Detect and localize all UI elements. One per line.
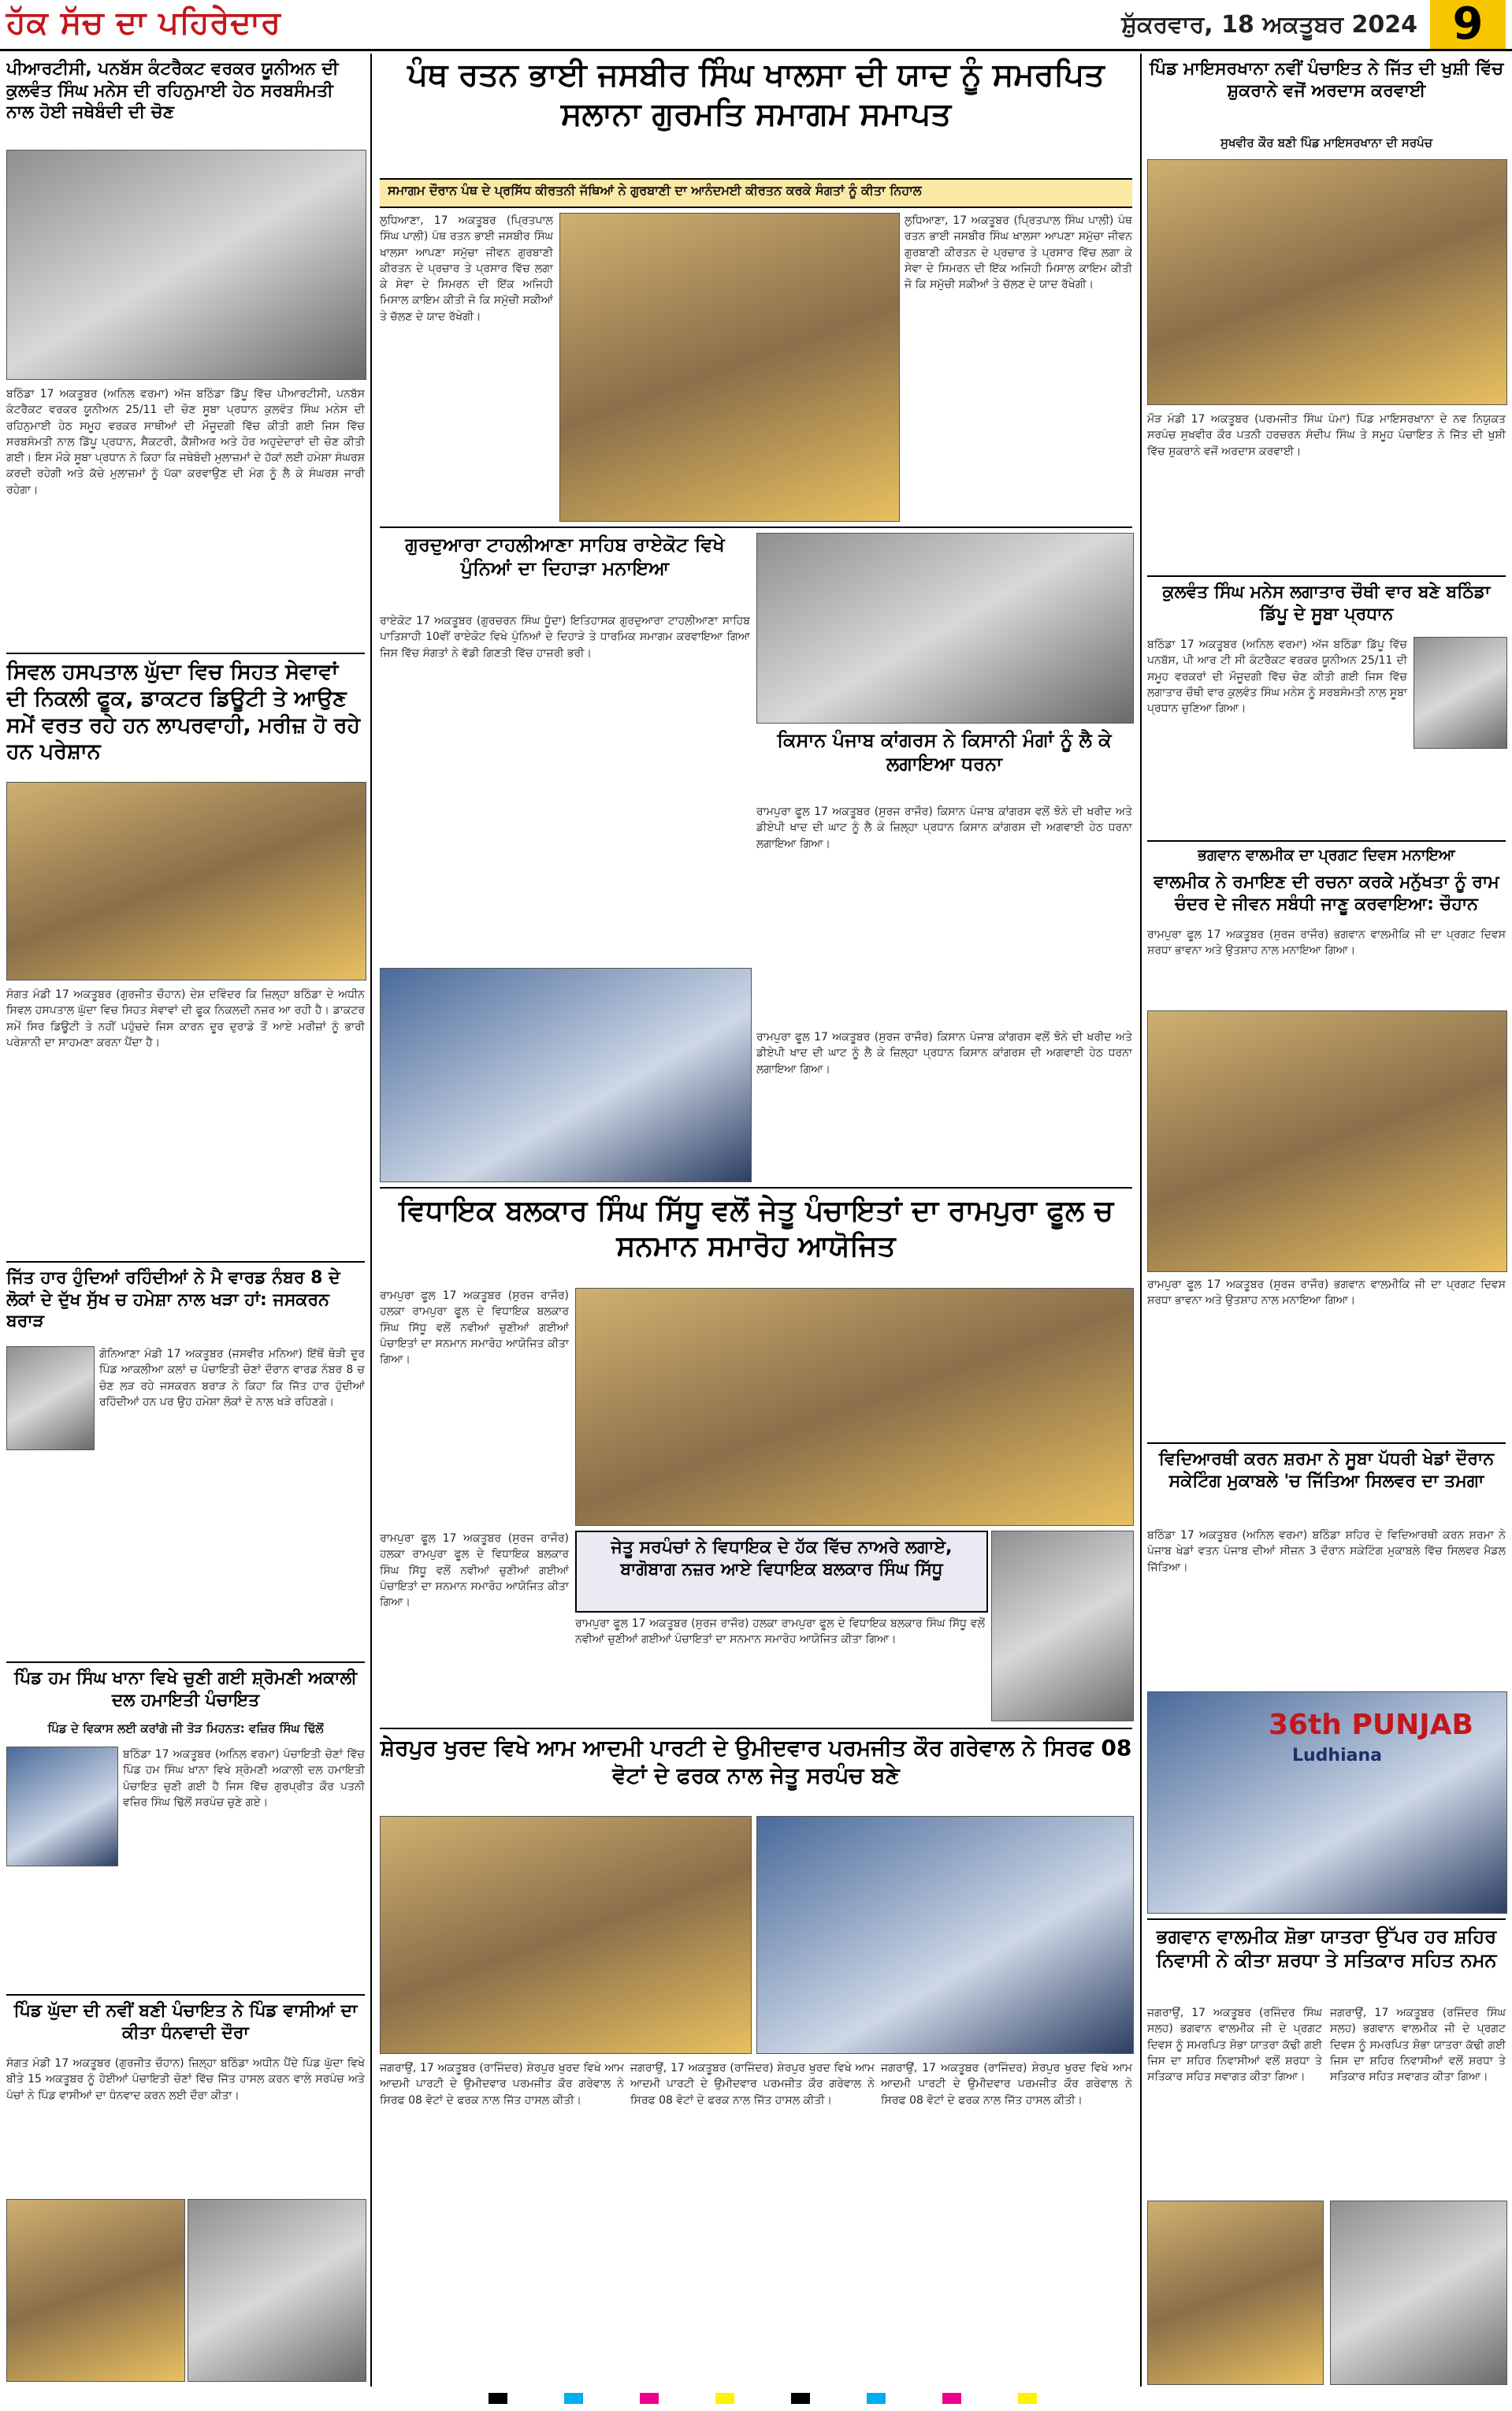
col1-story1-body: ਬਠਿੰਡਾ 17 ਅਕਤੂਬਰ (ਅਨਿਲ ਵਰਮਾ) ਅੱਜ ਬਠਿੰਡਾ ਡਿੱਪੂ ਵਿੱਚ ਪੀਆਰਟੀਸੀ, ਪਨਬੱਸ ਕੰਟਰੈਕਟ ਵਰਕਰ ਯੂਨੀਅਨ 25/11 ਦੀ ਚੋਣ ਸੂਬਾ ਪ੍ਰਧਾਨ ਕੁਲਵੰਤ ਸਿੰਘ ਮਨੇਸ ਦੀ ਰਹਿਨੁਮਾਈ ਹੇਠ ਸਮੂਹ ਵਰਕਰ ਸਾਥੀਆਂ ਦੀ ਮੌਜੂਦਗੀ ਵਿੱਚ ਕੀਤੀ ਗਈ ਜਿਸ ਵਿੱਚ ਸਰਬਸੰਮਤੀ ਨਾਲ ਡਿੱਪੂ ਪ੍ਰਧਾਨ, ਸੈਕਟਰੀ, ਕੈਸ਼ੀਅਰ ਅਤੇ ਹੋਰ ਅਹੁਦੇਦਾਰਾਂ ਦੀ ਚੋਣ ਕੀਤੀ ਗਈ। ਇਸ ਮੌਕੇ ਸੂਬਾ ਪ੍ਰਧਾਨ ਨੇ ਕਿਹਾ ਕਿ ਜਥੇਬੰਦੀ ਮੁਲਾਜ਼ਮਾਂ ਦੇ ਹੱਕਾਂ ਲਈ ਹਮੇਸ਼ਾ ਸੰਘਰਸ਼ ਕਰਦੀ ਰਹੇਗੀ ਅਤੇ ਕੱਚੇ ਮੁਲਾਜ਼ਮਾਂ ਨੂੰ ਪੱਕਾ ਕਰਵਾਉਣ ਦੀ ਮੰਗ ਨੂੰ ਲੈ ਕੇ ਸੰਘਰਸ਼ ਜਾਰੀ ਰਹੇਗਾ। (6, 388, 365, 497)
col3-story3-subhead: ਵਾਲਮੀਕ ਨੇ ਰਮਾਇਣ ਦੀ ਰਚਨਾ ਕਰਕੇ ਮਨੁੱਖਤਾ ਨੂੰ ਰਾਮ ਚੰਦਰ ਦੇ ਜੀਵਨ ਸਬੰਧੀ ਜਾਣੂ ਕਰਵਾਇਆ: ਚੌਹਾਨ (1154, 872, 1499, 914)
col2-story4-body-c: ਰਾਮਪੁਰਾ ਫੂਲ 17 ਅਕਤੂਬਰ (ਸੁਰਜ ਰਾਜੌਰ) ਹਲਕਾ ਰਾਮਪੁਰਾ ਫੂਲ ਦੇ ਵਿਧਾਇਕ ਬਲਕਾਰ ਸਿੰਘ ਸਿੱਧੂ ਵਲੋਂ ਨਵੀਆਂ ਚੁਣੀਆਂ ਗਈਆਂ ਪੰਚਾਇਤਾਂ ਦਾ ਸਨਮਾਨ ਸਮਾਰੋਹ ਆਯੋਜਿਤ ਕੀਤਾ ਗਿਆ। (575, 1617, 985, 1646)
kirtan-stage-photo (559, 213, 900, 522)
section-divider (380, 526, 1132, 528)
gurdwara-event-photo (380, 968, 752, 1182)
mla-portrait (991, 1531, 1134, 1721)
col2-story3-body-cont: ਰਾਮਪੁਰਾ ਫੂਲ 17 ਅਕਤੂਬਰ (ਸੁਰਜ ਰਾਜੌਰ) ਕਿਸਾਨ ਪੰਜਾਬ ਕਾਂਗਰਸ ਵਲੋਂ ਝੋਨੇ ਦੀ ਖਰੀਦ ਅਤੇ ਡੀਏਪੀ ਖਾਦ ਦੀ ਘਾਟ ਨੂੰ ਲੈ ਕੇ ਜ਼ਿਲ੍ਹਾ ਪ੍ਰਧਾਨ ਕਿਸਾਨ ਕਾਂਗਰਸ ਦੀ ਅਗਵਾਈ ਹੇਠ ਧਰਨਾ ਲਗਾਇਆ ਗਿਆ। (756, 1031, 1132, 1076)
issue-date: ਸ਼ੁੱਕਰਵਾਰ, 18 ਅਕਤੂਬਰ 2024 (1121, 11, 1417, 39)
section-divider (6, 1261, 365, 1263)
column-rule (370, 54, 372, 2387)
col2-story3-headline: ਕਿਸਾਨ ਪੰਜਾਬ ਕਾਂਗਰਸ ਨੇ ਕਿਸਾਨੀ ਮੰਗਾਂ ਨੂੰ ਲੈ ਕੇ ਲਗਾਇਆ ਧਰਨਾ (777, 729, 1112, 775)
sarpanch-winner-photo-2 (756, 1816, 1134, 2054)
ardas-photo (1147, 159, 1507, 405)
print-registration-bar (489, 2393, 1040, 2404)
panchayat-photo-1 (6, 2199, 185, 2382)
col3-story3-body: ਰਾਮਪੁਰਾ ਫੂਲ 17 ਅਕਤੂਬਰ (ਸੁਰਜ ਰਾਜੌਰ) ਭਗਵਾਨ ਵਾਲਮੀਕਿ ਜੀ ਦਾ ਪ੍ਰਗਟ ਦਿਵਸ ਸ਼ਰਧਾ ਭਾਵਨਾ ਅਤੇ ਉਤਸ਼ਾਹ ਨਾਲ ਮਨਾਇਆ ਗਿਆ। (1147, 928, 1506, 958)
sarpanch-photo (6, 1747, 118, 1866)
panchayat-photo-2 (188, 2199, 366, 2382)
procession-photo-2 (1330, 2201, 1507, 2385)
procession-photo-1 (1147, 2201, 1324, 2385)
section-divider (6, 653, 365, 654)
column-rule (1140, 54, 1142, 2387)
col2-story1-body-b: ਲੁਧਿਆਣਾ, 17 ਅਕਤੂਬਰ (ਪ੍ਰਿਤਪਾਲ ਸਿੰਘ ਪਾਲੀ) ਪੰਥ ਰਤਨ ਭਾਈ ਜਸਬੀਰ ਸਿੰਘ ਖਾਲਸਾ ਆਪਣਾ ਸਮੁੱਚਾ ਜੀਵਨ ਗੁਰਬਾਣੀ ਕੀਰਤਨ ਦੇ ਪ੍ਰਚਾਰ ਤੇ ਪ੍ਰਸਾਰ ਵਿੱਚ ਲਗਾ ਕੇ ਸੇਵਾ ਦੇ ਸਿਮਰਨ ਦੀ ਇੱਕ ਅਜਿਹੀ ਮਿਸਾਲ ਕਾਇਮ ਕੀਤੀ ਜੋ ਕਿ ਸਮੁੱਚੀ ਸਕੀਆਂ ਤੇ ਚੱਲਣ ਦੇ ਯਾਦ ਰੱਖੇਗੀ। (905, 214, 1132, 292)
col2-story2-body: ਰਾਏਕੋਟ 17 ਅਕਤੂਬਰ (ਗੁਰਚਰਨ ਸਿੰਘ ਧੂੰਦਾ) ਇਤਿਹਾਸਕ ਗੁਰਦੁਆਰਾ ਟਾਹਲੀਆਣਾ ਸਾਹਿਬ ਪਾਤਿਸ਼ਾਹੀ 10ਵੀਂ ਰਾਏਕੋਟ ਵਿਖੇ ਪੁੰਨਿਆਂ ਦੇ ਦਿਹਾੜੇ ਤੇ ਧਾਰਮਿਕ ਸਮਾਗਮ ਕਰਵਾਇਆ ਗਿਆ ਜਿਸ ਵਿੱਚ ਸੰਗਤਾਂ ਨੇ ਵੱਡੀ ਗਿਣਤੀ ਵਿੱਚ ਹਾਜ਼ਰੀ ਭਰੀ। (380, 615, 750, 660)
col2-lead-headline: ਪੰਥ ਰਤਨ ਭਾਈ ਜਸਬੀਰ ਸਿੰਘ ਖਾਲਸਾ ਦੀ ਯਾਦ ਨੂੰ ਸਮਰਪਿਤ ਸਲਾਨਾ ਗੁਰਮਤਿ ਸਮਾਗਮ ਸਮਾਪਤ (407, 57, 1105, 132)
col3-story2-headline: ਕੁਲਵੰਤ ਸਿੰਘ ਮਨੇਸ ਲਗਾਤਾਰ ਚੌਥੀ ਵਾਰ ਬਣੇ ਬਠਿੰਡਾ ਡਿੱਪੂ ਦੇ ਸੂਬਾ ਪ੍ਰਧਾਨ (1162, 582, 1491, 624)
col3-story5-body-a: ਜਗਰਾਉਂ, 17 ਅਕਤੂਬਰ (ਰਜਿੰਦਰ ਸਿੰਘ ਸਲਹ) ਭਗਵਾਨ ਵਾਲਮੀਕ ਜੀ ਦੇ ਪ੍ਰਗਟ ਦਿਵਸ ਨੂੰ ਸਮਰਪਿਤ ਸ਼ੋਭਾ ਯਾਤਰਾ ਕੱਢੀ ਗਈ ਜਿਸ ਦਾ ਸ਼ਹਿਰ ਨਿਵਾਸੀਆਂ ਵਲੋਂ ਸ਼ਰਧਾ ਤੇ ਸਤਿਕਾਰ ਸਹਿਤ ਸਵਾਗਤ ਕੀਤਾ ਗਿਆ। (1147, 2007, 1322, 2084)
col2-story1-body-a: ਲੁਧਿਆਣਾ, 17 ਅਕਤੂਬਰ (ਪ੍ਰਿਤਪਾਲ ਸਿੰਘ ਪਾਲੀ) ਪੰਥ ਰਤਨ ਭਾਈ ਜਸਬੀਰ ਸਿੰਘ ਖਾਲਸਾ ਆਪਣਾ ਸਮੁੱਚਾ ਜੀਵਨ ਗੁਰਬਾਣੀ ਕੀਰਤਨ ਦੇ ਪ੍ਰਚਾਰ ਤੇ ਪ੍ਰਸਾਰ ਵਿੱਚ ਲਗਾ ਕੇ ਸੇਵਾ ਦੇ ਸਿਮਰਨ ਦੀ ਇੱਕ ਅਜਿਹੀ ਮਿਸਾਲ ਕਾਇਮ ਕੀਤੀ ਜੋ ਕਿ ਸਮੁੱਚੀ ਸਕੀਆਂ ਤੇ ਚੱਲਣ ਦੇ ਯਾਦ ਰੱਖੇਗੀ। (380, 214, 553, 323)
col3-story4-headline: ਵਿਦਿਆਰਥੀ ਕਰਨ ਸ਼ਰਮਾ ਨੇ ਸੂਬਾ ਪੱਧਰੀ ਖੇਡਾਂ ਦੌਰਾਨ ਸਕੇਟਿੰਗ ਮੁਕਾਬਲੇ 'ਚ ਜਿੱਤਿਆ ਸਿਲਵਰ ਦਾ ਤਮਗਾ (1158, 1449, 1495, 1491)
section-divider (380, 1187, 1132, 1189)
section-divider (380, 1728, 1132, 1729)
portrait-photo (6, 1346, 95, 1450)
masthead-title: ਹੱਕ ਸੱਚ ਦਾ ਪਹਿਰੇਦਾਰ (6, 5, 281, 41)
col2-story5-body-a: ਜਗਰਾਉਂ, 17 ਅਕਤੂਬਰ (ਰਾਜਿੰਦਰ) ਸ਼ੇਰਪੁਰ ਖੁਰਦ ਵਿਖੇ ਆਮ ਆਦਮੀ ਪਾਰਟੀ ਦੇ ਉਮੀਦਵਾਰ ਪਰਮਜੀਤ ਕੌਰ ਗਰੇਵਾਲ ਨੇ ਸਿਰਫ 08 ਵੋਟਾਂ ਦੇ ਫਰਕ ਨਾਲ ਜਿੱਤ ਹਾਸਲ ਕੀਤੀ। (380, 2062, 624, 2107)
col1-story5-headline: ਪਿੰਡ ਘੁੱਦਾ ਦੀ ਨਵੀਂ ਬਣੀ ਪੰਚਾਇਤ ਨੇ ਪਿੰਡ ਵਾਸੀਆਂ ਦਾ ਕੀਤਾ ਧੰਨਵਾਦੀ ਦੌਰਾ (13, 2001, 358, 2043)
col2-story5-body-b: ਜਗਰਾਉਂ, 17 ਅਕਤੂਬਰ (ਰਾਜਿੰਦਰ) ਸ਼ੇਰਪੁਰ ਖੁਰਦ ਵਿਖੇ ਆਮ ਆਦਮੀ ਪਾਰਟੀ ਦੇ ਉਮੀਦਵਾਰ ਪਰਮਜੀਤ ਕੌਰ ਗਰੇਵਾਲ ਨੇ ਸਿਰਫ 08 ਵੋਟਾਂ ਦੇ ਫਰਕ ਨਾਲ ਜਿੱਤ ਹਾਸਲ ਕੀਤੀ। (630, 2062, 875, 2107)
pull-quote: ਜੇਤੂ ਸਰਪੰਚਾਂ ਨੇ ਵਿਧਾਇਕ ਦੇ ਹੱਕ ਵਿੱਚ ਨਾਅਰੇ ਲਗਾਏ, ਬਾਗੋਬਾਗ ਨਜ਼ਰ ਆਏ ਵਿਧਾਇਕ ਬਲਕਾਰ ਸਿੰਘ ਸਿੱਧੂ (611, 1538, 953, 1579)
col3-story4-body: ਬਠਿੰਡਾ 17 ਅਕਤੂਬਰ (ਅਨਿਲ ਵਰਮਾ) ਬਠਿੰਡਾ ਸ਼ਹਿਰ ਦੇ ਵਿਦਿਆਰਥੀ ਕਰਨ ਸ਼ਰਮਾ ਨੇ ਪੰਜਾਬ ਖੇਡਾਂ ਵਤਨ ਪੰਜਾਬ ਦੀਆਂ ਸੀਜ਼ਨ 3 ਦੌਰਾਨ ਸਕੇਟਿੰਗ ਮੁਕਾਬਲੇ ਵਿੱਚ ਸਿਲਵਰ ਮੈਡਲ ਜਿੱਤਿਆ। (1147, 1529, 1506, 1574)
col3-story1-headline: ਪਿੰਡ ਮਾਇਸਰਖਾਨਾ ਨਵੀਂ ਪੰਚਾਇਤ ਨੇ ਜਿੱਤ ਦੀ ਖੁਸ਼ੀ ਵਿੱਚ ਸ਼ੁਕਰਾਨੇ ਵਜੋਂ ਅਰਦਾਸ ਕਰਵਾਈ (1149, 59, 1504, 101)
col1-story3-headline: ਜਿੱਤ ਹਾਰ ਹੁੰਦਿਆਂ ਰਹਿੰਦੀਆਂ ਨੇ ਮੈ ਵਾਰਡ ਨੰਬਰ 8 ਦੇ ਲੋਕਾਂ ਦੇ ਦੁੱਖ ਸੁੱਖ ਚ ਹਮੇਸ਼ਾ ਨਾਲ ਖੜਾ ਹਾਂ: ਜਸਕਰਨ ਬਰਾੜ (6, 1268, 340, 1331)
col3-story2-body: ਬਠਿੰਡਾ 17 ਅਕਤੂਬਰ (ਅਨਿਲ ਵਰਮਾ) ਅੱਜ ਬਠਿੰਡਾ ਡਿੱਪੂ ਵਿੱਚ ਪਨਬੱਸ, ਪੀ ਆਰ ਟੀ ਸੀ ਕੰਟਰੈਕਟ ਵਰਕਰ ਯੂਨੀਅਨ 25/11 ਦੀ ਸਮੂਹ ਵਰਕਰਾਂ ਦੀ ਮੌਜੂਦਗੀ ਵਿੱਚ ਚੋਣ ਕੀਤੀ ਗਈ ਜਿਸ ਵਿੱਚ ਲਗਾਤਾਰ ਚੌਥੀ ਵਾਰ ਕੁਲਵੰਤ ਸਿੰਘ ਮਨੇਸ ਨੂੰ ਸਰਬਸੰਮਤੀ ਨਾਲ ਸੂਬਾ ਪ੍ਰਧਾਨ ਚੁਣਿਆ ਗਿਆ। (1147, 638, 1407, 716)
col1-story3-body: ਗੋਨਿਆਣਾ ਮੰਡੀ 17 ਅਕਤੂਬਰ (ਜਸਵੀਰ ਮਨਿਆ) ਇੱਥੋਂ ਥੋੜੀ ਦੂਰ ਪਿੰਡ ਆਕਲੀਆ ਕਲਾਂ ਚ ਪੰਚਾਇਤੀ ਚੋਣਾਂ ਦੌਰਾਨ ਵਾਰਡ ਨੰਬਰ 8 ਚ ਚੋਣ ਲੜ ਰਹੇ ਜਸਕਰਨ ਬਰਾੜ ਨੇ ਕਿਹਾ ਕਿ ਜਿੱਤ ਹਾਰ ਹੁੰਦੀਆਂ ਰਹਿੰਦੀਆਂ ਹਨ ਪਰ ਉਹ ਹਮੇਸ਼ਾ ਲੋਕਾਂ ਦੇ ਨਾਲ ਖੜੇ ਰਹਿਣਗੇ। (99, 1348, 365, 1408)
valmiki-event-photo (1147, 1010, 1507, 1272)
col3-story3-headline: ਭਗਵਾਨ ਵਾਲਮੀਕ ਦਾ ਪ੍ਰਗਟ ਦਿਵਸ ਮਨਾਇਆ (1198, 846, 1455, 864)
banner-title: 36th PUNJAB (1269, 1709, 1473, 1741)
honor-ceremony-photo (575, 1288, 1134, 1526)
col2-story4-body-a: ਰਾਮਪੁਰਾ ਫੂਲ 17 ਅਕਤੂਬਰ (ਸੁਰਜ ਰਾਜੌਰ) ਹਲਕਾ ਰਾਮਪੁਰਾ ਫੂਲ ਦੇ ਵਿਧਾਇਕ ਬਲਕਾਰ ਸਿੰਘ ਸਿੱਧੂ ਵਲੋਂ ਨਵੀਆਂ ਚੁਣੀਆਂ ਗਈਆਂ ਪੰਚਾਇਤਾਂ ਦਾ ਸਨਮਾਨ ਸਮਾਰੋਹ ਆਯੋਜਿਤ ਕੀਤਾ ਗਿਆ। (380, 1289, 569, 1367)
col2-story4-headline: ਵਿਧਾਇਕ ਬਲਕਾਰ ਸਿੰਘ ਸਿੱਧੂ ਵਲੋਂ ਜੇਤੂ ਪੰਚਾਇਤਾਂ ਦਾ ਰਾਮਪੁਰਾ ਫੂਲ ਚ ਸਨਮਾਨ ਸਮਾਰੋਹ ਆਯੋਜਿਤ (399, 1195, 1113, 1263)
col1-story2-headline: ਸਿਵਲ ਹਸਪਤਾਲ ਘੁੱਦਾ ਵਿਚ ਸਿਹਤ ਸੇਵਾਵਾਂ ਦੀ ਨਿਕਲੀ ਫੂਕ, ਡਾਕਟਰ ਡਿਊਟੀ ਤੇ ਆਉਣ ਸਮੇਂ ਵਰਤ ਰਹੇ ਹਨ ਲਾਪਰਵਾਹੀ, ਮਰੀਜ਼ ਹੋ ਰਹੇ ਹਨ ਪਰੇਸ਼ਾਨ (6, 660, 361, 765)
section-divider (1147, 1442, 1506, 1444)
col1-story5-body: ਸੰਗਤ ਮੰਡੀ 17 ਅਕਤੂਬਰ (ਗੁਰਜੀਤ ਚੌਹਾਨ) ਜ਼ਿਲ੍ਹਾ ਬਠਿੰਡਾ ਅਧੀਨ ਪੈਂਦੇ ਪਿੰਡ ਘੁੱਦਾ ਵਿਖੇ ਬੀਤੇ 15 ਅਕਤੂਬਰ ਨੂੰ ਹੋਈਆਂ ਪੰਚਾਇਤੀ ਚੋਣਾਂ ਵਿੱਚ ਜਿੱਤ ਹਾਸਲ ਕਰਨ ਵਾਲੇ ਸਰਪੰਚ ਅਤੇ ਪੰਚਾਂ ਨੇ ਪਿੰਡ ਵਾਸੀਆਂ ਦਾ ਧੰਨਵਾਦ ਕਰਨ ਲਈ ਦੌਰਾ ਕੀਤਾ। (6, 2057, 365, 2102)
col3-story5-headline: ਭਗਵਾਨ ਵਾਲਮੀਕ ਸ਼ੋਭਾ ਯਾਤਰਾ ਉੱਪਰ ਹਰ ਸ਼ਹਿਰ ਨਿਵਾਸੀ ਨੇ ਕੀਤਾ ਸ਼ਰਧਾ ਤੇ ਸਤਿਕਾਰ ਸਹਿਤ ਨਮਨ (1156, 1925, 1497, 1971)
section-divider (6, 1994, 365, 1996)
col2-story5-body-c: ਜਗਰਾਉਂ, 17 ਅਕਤੂਬਰ (ਰਾਜਿੰਦਰ) ਸ਼ੇਰਪੁਰ ਖੁਰਦ ਵਿਖੇ ਆਮ ਆਦਮੀ ਪਾਰਟੀ ਦੇ ਉਮੀਦਵਾਰ ਪਰਮਜੀਤ ਕੌਰ ਗਰੇਵਾਲ ਨੇ ਸਿਰਫ 08 ਵੋਟਾਂ ਦੇ ਫਰਕ ਨਾਲ ਜਿੱਤ ਹਾਸਲ ਕੀਤੀ। (881, 2062, 1132, 2107)
sarpanch-winner-photo-1 (380, 1816, 752, 2054)
section-divider (1147, 1918, 1506, 1920)
banner-subtitle: Ludhiana (1292, 1746, 1382, 1765)
farmers-protest-photo (756, 533, 1134, 724)
section-divider (6, 1661, 365, 1663)
section-divider (1147, 840, 1506, 842)
col3-story5-body-b: ਜਗਰਾਉਂ, 17 ਅਕਤੂਬਰ (ਰਜਿੰਦਰ ਸਿੰਘ ਸਲਹ) ਭਗਵਾਨ ਵਾਲਮੀਕ ਜੀ ਦੇ ਪ੍ਰਗਟ ਦਿਵਸ ਨੂੰ ਸਮਰਪਿਤ ਸ਼ੋਭਾ ਯਾਤਰਾ ਕੱਢੀ ਗਈ ਜਿਸ ਦਾ ਸ਼ਹਿਰ ਨਿਵਾਸੀਆਂ ਵਲੋਂ ਸ਼ਰਧਾ ਤੇ ਸਤਿਕਾਰ ਸਹਿਤ ਸਵਾਗਤ ਕੀਤਾ ਗਿਆ। (1330, 2007, 1506, 2084)
col1-story1-headline: ਪੀਆਰਟੀਸੀ, ਪਨਬੱਸ ਕੰਟਰੈਕਟ ਵਰਕਰ ਯੂਨੀਅਨ ਦੀ ਕੁਲਵੰਤ ਸਿੰਘ ਮਨੇਸ ਦੀ ਰਹਿਨੁਮਾਈ ਹੇਠ ਸਰਬਸੰਮਤੀ ਨਾਲ ਹੋਈ ਜਥੇਬੰਦੀ ਦੀ ਚੋਣ (6, 59, 339, 122)
col3-story1-body: ਮੌੜ ਮੰਡੀ 17 ਅਕਤੂਬਰ (ਪਰਮਜੀਤ ਸਿੰਘ ਪੰਮਾ) ਪਿੰਡ ਮਾਇਸਰਖਾਨਾ ਦੇ ਨਵ ਨਿਯੁਕਤ ਸਰਪੰਚ ਸੁਖਵੀਰ ਕੌਰ ਪਤਨੀ ਹਰਚਰਨ ਸੰਦੀਪ ਸਿੰਘ ਤੇ ਸਮੂਹ ਪੰਚਾਇਤ ਨੇ ਜਿੱਤ ਦੀ ਖੁਸ਼ੀ ਵਿੱਚ ਸ਼ੁਕਰਾਨੇ ਵਜੋਂ ਅਰਦਾਸ ਕਰਵਾਈ। (1147, 413, 1506, 458)
col1-story4-headline: ਪਿੰਡ ਹਮ ਸਿੰਘ ਖਾਨਾ ਵਿਖੇ ਚੁਣੀ ਗਈ ਸ਼੍ਰੋਮਣੀ ਅਕਾਲੀ ਦਲ ਹਮਾਇਤੀ ਪੰਚਾਇਤ (14, 1669, 357, 1710)
col2-story3-body: ਰਾਮਪੁਰਾ ਫੂਲ 17 ਅਕਤੂਬਰ (ਸੁਰਜ ਰਾਜੌਰ) ਕਿਸਾਨ ਪੰਜਾਬ ਕਾਂਗਰਸ ਵਲੋਂ ਝੋਨੇ ਦੀ ਖਰੀਦ ਅਤੇ ਡੀਏਪੀ ਖਾਦ ਦੀ ਘਾਟ ਨੂੰ ਲੈ ਕੇ ਜ਼ਿਲ੍ਹਾ ਪ੍ਰਧਾਨ ਕਿਸਾਨ ਕਾਂਗਰਸ ਦੀ ਅਗਵਾਈ ਹੇਠ ਧਰਨਾ ਲਗਾਇਆ ਗਿਆ। (756, 806, 1132, 850)
col1-story2-body: ਸੰਗਤ ਮੰਡੀ 17 ਅਕਤੂਬਰ (ਗੁਰਜੀਤ ਚੌਹਾਨ) ਦੇਸ਼ ਦਵਿੰਦਰ ਕਿ ਜ਼ਿਲ੍ਹਾ ਬਠਿੰਡਾ ਦੇ ਅਧੀਨ ਸਿਵਲ ਹਸਪਤਾਲ ਘੁੱਦਾ ਵਿਚ ਸਿਹਤ ਸੇਵਾਵਾਂ ਦੀ ਫੂਕ ਨਿਕਲਦੀ ਨਜ਼ਰ ਆ ਰਹੀ ਹੈ। ਡਾਕਟਰ ਸਮੇਂ ਸਿਰ ਡਿਊਟੀ ਤੇ ਨਹੀਂ ਪਹੁੰਚਦੇ ਜਿਸ ਕਾਰਨ ਦੂਰ ਦੁਰਾਡੇ ਤੋਂ ਆਏ ਮਰੀਜ਼ਾਂ ਨੂੰ ਭਾਰੀ ਪਰੇਸ਼ਾਨੀ ਦਾ ਸਾਹਮਣਾ ਕਰਨਾ ਪੈਂਦਾ ਹੈ। (6, 988, 365, 1049)
union-leader-portrait (1414, 637, 1507, 749)
col2-story2-headline: ਗੁਰਦੁਆਰਾ ਟਾਹਲੀਆਣਾ ਸਾਹਿਬ ਰਾਏਕੋਟ ਵਿਖੇ ਪੁੰਨਿਆਂ ਦਾ ਦਿਹਾੜਾ ਮਨਾਇਆ (405, 534, 725, 579)
hospital-photo (6, 782, 366, 980)
col3-story1-subhead: ਸੁਖਵੀਰ ਕੌਰ ਬਣੀ ਪਿੰਡ ਮਾਇਸਰਖਾਨਾ ਦੀ ਸਰਪੰਚ (1220, 136, 1432, 150)
page-number: 9 (1430, 0, 1506, 49)
col2-story5-headline: ਸ਼ੇਰਪੁਰ ਖੁਰਦ ਵਿਖੇ ਆਮ ਆਦਮੀ ਪਾਰਟੀ ਦੇ ਉਮੀਦਵਾਰ ਪਰਮਜੀਤ ਕੌਰ ਗਰੇਵਾਲ ਨੇ ਸਿਰਫ 08 ਵੋਟਾਂ ਦੇ ਫਰਕ ਨਾਲ ਜੇਤੂ ਸਰਪੰਚ ਬਣੇ (380, 1735, 1132, 1788)
col3-story3-body-cont: ਰਾਮਪੁਰਾ ਫੂਲ 17 ਅਕਤੂਬਰ (ਸੁਰਜ ਰਾਜੌਰ) ਭਗਵਾਨ ਵਾਲਮੀਕਿ ਜੀ ਦਾ ਪ੍ਰਗਟ ਦਿਵਸ ਸ਼ਰਧਾ ਭਾਵਨਾ ਅਤੇ ਉਤਸ਼ਾਹ ਨਾਲ ਮਨਾਇਆ ਗਿਆ। (1147, 1278, 1506, 1308)
col1-story4-body: ਬਠਿੰਡਾ 17 ਅਕਤੂਬਰ (ਅਨਿਲ ਵਰਮਾ) ਪੰਚਾਇਤੀ ਚੋਣਾਂ ਵਿੱਚ ਪਿੰਡ ਹਮ ਸਿੰਘ ਖਾਨਾ ਵਿਖੇ ਸ਼੍ਰੋਮਣੀ ਅਕਾਲੀ ਦਲ ਹਮਾਇਤੀ ਪੰਚਾਇਤ ਚੁਣੀ ਗਈ ਹੈ ਜਿਸ ਵਿੱਚ ਗੁਰਪ੍ਰੀਤ ਕੌਰ ਪਤਨੀ ਵਜ਼ਿਰ ਸਿੰਘ ਢਿੱਲੋਂ ਸਰਪੰਚ ਚੁਣੇ ਗਏ। (123, 1748, 365, 1809)
col1-story4-subhead: ਪਿੰਡ ਦੇ ਵਿਕਾਸ ਲਈ ਕਰਾਂਗੇ ਜੀ ਤੋੜ ਮਿਹਨਤ: ਵਜ਼ਿਰ ਸਿੰਘ ਢਿੱਲੋਂ (47, 1721, 324, 1736)
union-group-photo (6, 150, 366, 380)
lead-strapline: ਸਮਾਗਮ ਦੌਰਾਨ ਪੰਥ ਦੇ ਪ੍ਰਸਿੱਧ ਕੀਰਤਨੀ ਜੱਥਿਆਂ ਨੇ ਗੁਰਬਾਣੀ ਦਾ ਆਨੰਦਮਈ ਕੀਰਤਨ ਕਰਕੇ ਸੰਗਤਾਂ ਨੂੰ ਕੀਤਾ ਨਿਹਾਲ (388, 183, 922, 198)
col2-story4-body-b: ਰਾਮਪੁਰਾ ਫੂਲ 17 ਅਕਤੂਬਰ (ਸੁਰਜ ਰਾਜੌਰ) ਹਲਕਾ ਰਾਮਪੁਰਾ ਫੂਲ ਦੇ ਵਿਧਾਇਕ ਬਲਕਾਰ ਸਿੰਘ ਸਿੱਧੂ ਵਲੋਂ ਨਵੀਆਂ ਚੁਣੀਆਂ ਗਈਆਂ ਪੰਚਾਇਤਾਂ ਦਾ ਸਨਮਾਨ ਸਮਾਰੋਹ ਆਯੋਜਿਤ ਕੀਤਾ ਗਿਆ। (380, 1532, 569, 1609)
section-divider (1147, 575, 1506, 577)
